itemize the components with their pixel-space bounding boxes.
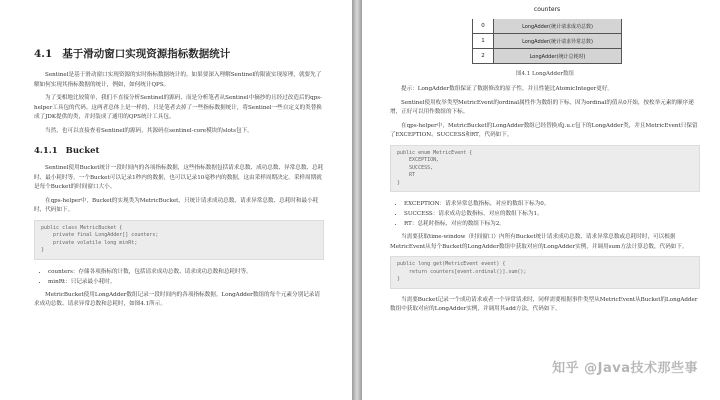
diagram-title: counters xyxy=(533,6,561,13)
watermark: 知乎 @Java技术那些事 xyxy=(552,361,698,376)
paragraph: 当需要获取time-window（时间窗口）内所有Bucket统计请求成功总数、请求异常总数或总耗时时，可以根据MetricEvent从每个Bucket的LongAdder数组中获取对应的LongAdder实例，并调用sum方法计算总数，代码如下。 xyxy=(390,234,688,250)
paragraph: 当需要Bucket记录一个成功请求或者一个异常请求时，同样需要根据事件类型从MetricEvent从Bucket的LongAdder数组中获取对应的LongAdder实例，并调用其add方法，代码如下。 xyxy=(390,296,698,312)
list-item: • counters：存储各项指标的计数，包括请求成功总数、请求成功总数和总耗时等。 xyxy=(48,267,324,277)
row-label: LongAdder(统计请求成功总数) xyxy=(493,19,622,34)
right-page xyxy=(362,0,720,400)
bullet-list xyxy=(34,267,324,287)
code-block: public long get(MetricEvent event) { return counters[event.ordinal()].sum(); } xyxy=(390,256,700,289)
row-index: 2 xyxy=(472,49,493,64)
diagram-row xyxy=(472,34,622,49)
paragraph: Sentinel是基于滑动窗口实现资源的实时指标数据统计的。如果要深入理解Sentinel的限流实现原理，就要先了解如何实现其指标数据的统计，例如，如何统计QPS。 xyxy=(34,72,322,88)
subsection-title: Bucket xyxy=(65,146,100,156)
section-title: 基于滑动窗口实现资源指标数据统计 xyxy=(62,48,231,60)
code-block: public enum MetricEvent { EXCEPTION, SUCCESS, RT } xyxy=(390,145,700,193)
paragraph: 为了变相地比较简单，我们不直接分析Sentinel的源码，而是分析笔者从Sentinel中摘抄的且经过改造后的qps-helper工具包的代码。这两者总体上是一样的，只是笔者去掉了一些指标数据统计，将Sentinel一些自定义的类替换成了JDK提供的类，并封装成了通用的QPS统计工具包。 xyxy=(34,95,323,120)
subsection-heading xyxy=(34,146,324,156)
list-item: • RT：总耗时指标，对应的数组下标为2。 xyxy=(404,219,700,229)
section-number: 4.1 xyxy=(34,48,53,60)
section-heading xyxy=(34,46,324,61)
list-item: • minRt：只记录最小耗时。 xyxy=(48,277,324,287)
book-gutter xyxy=(352,0,362,400)
paragraph: MetricBucket使用LongAdder数组记录一段时间内的各项指标数据。LongAdder数组的每个元素分别记录请求成功总数、请求异常总数和总耗时，如图4.1所示。 xyxy=(34,291,320,307)
bullet-list xyxy=(390,199,700,229)
list-item: • EXCEPTION：请求异常总数指标，对应的数组下标为0。 xyxy=(404,199,700,209)
diagram-row xyxy=(472,19,622,34)
row-label: LongAdder(统计请求异常总数) xyxy=(493,34,622,49)
figure-caption: 图4.1 LongAdder数组 xyxy=(516,71,574,77)
paragraph: 提示：LongAdder数组保证了数据修改的原子性，并且性能比AtomicInteger更好。 xyxy=(401,86,614,92)
left-page xyxy=(0,0,352,400)
paragraph: 在qps-helper中，MetricBucket的LongAdder数组已经替换成j.u.c包下的LongAdder类，并且MetricEvent只保留了EXCEPTION、SUCCESS和RT，代码如下。 xyxy=(390,122,698,138)
diagram-row xyxy=(472,49,622,64)
row-index: 0 xyxy=(472,19,493,34)
row-index: 1 xyxy=(472,34,493,49)
row-label: LongAdder(统计总耗时) xyxy=(493,49,622,64)
code-block: public class MetricBucket { private final LongAdder[] counters; private volatile long minRt; } xyxy=(34,220,324,260)
subsection-number: 4.1.1 xyxy=(34,146,58,156)
counters-diagram xyxy=(472,6,622,64)
list-item: • SUCCESS：请求成功总数指标，对应的数组下标为1。 xyxy=(404,209,700,219)
paragraph: Sentinel使用枚举类型MetricEvent的ordinal属性作为数组的下标，因为ordinal的值从0开始，按枚举元素的顺序递增，正好可以用作数组的下标。 xyxy=(390,99,694,115)
paragraph: 在qps-helper中，Bucket的实现类为MetricBucket，只统计请求成功总数、请求异常总数、总耗时和最小耗时，代码如下。 xyxy=(34,197,319,213)
paragraph: 当然，也可以直接查看Sentinel的源码，其源码在sentinel-core模块的slots包下。 xyxy=(45,127,253,134)
paragraph: Sentinel使用Bucket统计一段时间内的各项指标数据，这些指标数据包括请求总数、成功总数、异常总数、总耗时、最小耗时等。一个Bucket可以记录1秒内的数据，也可以记录10毫秒内的数据，这由采样周期决定。采样周期就是每个Bucket的时间窗口大小。 xyxy=(34,165,324,190)
